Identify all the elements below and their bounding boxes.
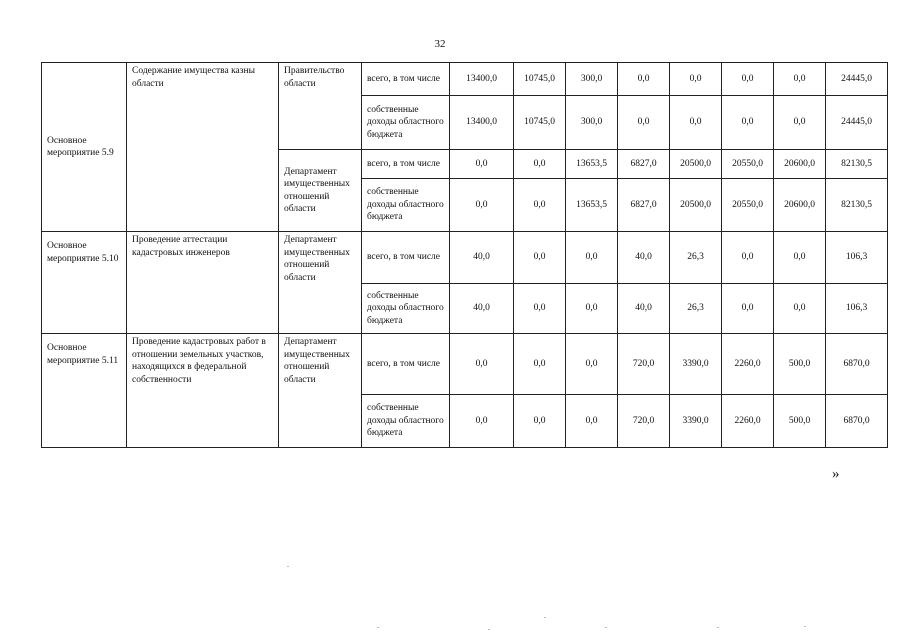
value-cell: 20500,0 xyxy=(670,150,722,179)
value-cell: 20600,0 xyxy=(774,150,826,179)
value-cell: 3390,0 xyxy=(670,395,722,448)
value-cell: 0,0 xyxy=(566,395,618,448)
total-cell: 6870,0 xyxy=(826,395,888,448)
event-name-cell: Проведение аттестации кадастровых инженеров xyxy=(127,232,279,334)
total-cell: 6870,0 xyxy=(826,334,888,395)
total-cell: 24445,0 xyxy=(826,63,888,96)
total-cell: 106,3 xyxy=(826,284,888,334)
source-cell: всего, в том числе xyxy=(362,63,450,96)
value-cell: 6827,0 xyxy=(618,179,670,232)
value-cell: 720,0 xyxy=(618,334,670,395)
value-cell: 0,0 xyxy=(722,232,774,284)
value-cell: 0,0 xyxy=(774,232,826,284)
executor-cell: Правительство области xyxy=(279,63,362,150)
value-cell: 500,0 xyxy=(774,395,826,448)
source-cell: всего, в том числе xyxy=(362,150,450,179)
total-cell: 82130,5 xyxy=(826,179,888,232)
value-cell: 0,0 xyxy=(670,96,722,150)
value-cell: 0,0 xyxy=(722,96,774,150)
total-cell: 82130,5 xyxy=(826,150,888,179)
value-cell: 0,0 xyxy=(618,96,670,150)
value-cell: 0,0 xyxy=(774,284,826,334)
total-cell: 24445,0 xyxy=(826,96,888,150)
value-cell: 10745,0 xyxy=(514,63,566,96)
value-cell: 500,0 xyxy=(774,334,826,395)
value-cell: 10745,0 xyxy=(514,96,566,150)
value-cell: 0,0 xyxy=(450,334,514,395)
scan-speck xyxy=(377,627,379,628)
scan-speck xyxy=(804,626,806,627)
value-cell: 0,0 xyxy=(670,63,722,96)
value-cell: 3390,0 xyxy=(670,334,722,395)
value-cell: 720,0 xyxy=(618,395,670,448)
value-cell: 0,0 xyxy=(514,232,566,284)
total-cell: 106,3 xyxy=(826,232,888,284)
source-cell: всего, в том числе xyxy=(362,334,450,395)
source-cell: собственные доходы областного бюджета xyxy=(362,395,450,448)
value-cell: 40,0 xyxy=(450,284,514,334)
value-cell: 300,0 xyxy=(566,96,618,150)
value-cell: 0,0 xyxy=(722,284,774,334)
value-cell: 0,0 xyxy=(566,232,618,284)
closing-quote-mark: » xyxy=(832,466,840,482)
event-cell: Основное мероприятие 5.11 xyxy=(42,334,127,448)
event-cell: Основное мероприятие 5.9 xyxy=(42,63,127,232)
value-cell: 40,0 xyxy=(618,232,670,284)
value-cell: 0,0 xyxy=(774,96,826,150)
value-cell: 0,0 xyxy=(514,179,566,232)
source-cell: собственные доходы областного бюджета xyxy=(362,284,450,334)
value-cell: 0,0 xyxy=(450,179,514,232)
budget-table xyxy=(41,62,888,448)
source-cell: собственные доходы областного бюджета xyxy=(362,96,450,150)
value-cell: 2260,0 xyxy=(722,334,774,395)
scan-speck xyxy=(544,617,546,618)
value-cell: 26,3 xyxy=(670,284,722,334)
table-row xyxy=(42,232,888,284)
value-cell: 20550,0 xyxy=(722,179,774,232)
value-cell: 13400,0 xyxy=(450,96,514,150)
value-cell: 0,0 xyxy=(566,284,618,334)
scan-speck xyxy=(605,627,607,628)
value-cell: 26,3 xyxy=(670,232,722,284)
event-name-cell: Проведение кадастровых работ в отношении земельных участков, находящихся в федеральной собственности xyxy=(127,334,279,448)
source-cell: собственные доходы областного бюджета xyxy=(362,179,450,232)
value-cell: 13653,5 xyxy=(566,179,618,232)
value-cell: 0,0 xyxy=(618,63,670,96)
value-cell: 40,0 xyxy=(618,284,670,334)
event-cell: Основное мероприятие 5.10 xyxy=(42,232,127,334)
scan-speck xyxy=(488,629,490,630)
value-cell: 300,0 xyxy=(566,63,618,96)
source-cell: всего, в том числе xyxy=(362,232,450,284)
page-number: 32 xyxy=(434,38,446,50)
value-cell: 0,0 xyxy=(566,334,618,395)
table-row xyxy=(42,334,888,395)
event-name-cell: Содержание имущества казны области xyxy=(127,63,279,232)
value-cell: 20500,0 xyxy=(670,179,722,232)
value-cell: 0,0 xyxy=(450,395,514,448)
value-cell: 13653,5 xyxy=(566,150,618,179)
value-cell: 0,0 xyxy=(450,150,514,179)
value-cell: 0,0 xyxy=(514,334,566,395)
value-cell: 0,0 xyxy=(514,284,566,334)
executor-cell: Департамент имущественных отношений области xyxy=(279,334,362,448)
value-cell: 20600,0 xyxy=(774,179,826,232)
value-cell: 0,0 xyxy=(514,395,566,448)
table-row xyxy=(42,63,888,96)
value-cell: 40,0 xyxy=(450,232,514,284)
scan-speck xyxy=(717,627,719,628)
executor-cell: Департамент имущественных отношений области xyxy=(279,150,362,232)
value-cell: 0,0 xyxy=(774,63,826,96)
executor-cell: Департамент имущественных отношений области xyxy=(279,232,362,334)
value-cell: 2260,0 xyxy=(722,395,774,448)
value-cell: 0,0 xyxy=(514,150,566,179)
value-cell: 20550,0 xyxy=(722,150,774,179)
value-cell: 0,0 xyxy=(722,63,774,96)
scan-speck xyxy=(287,566,289,567)
value-cell: 6827,0 xyxy=(618,150,670,179)
value-cell: 13400,0 xyxy=(450,63,514,96)
